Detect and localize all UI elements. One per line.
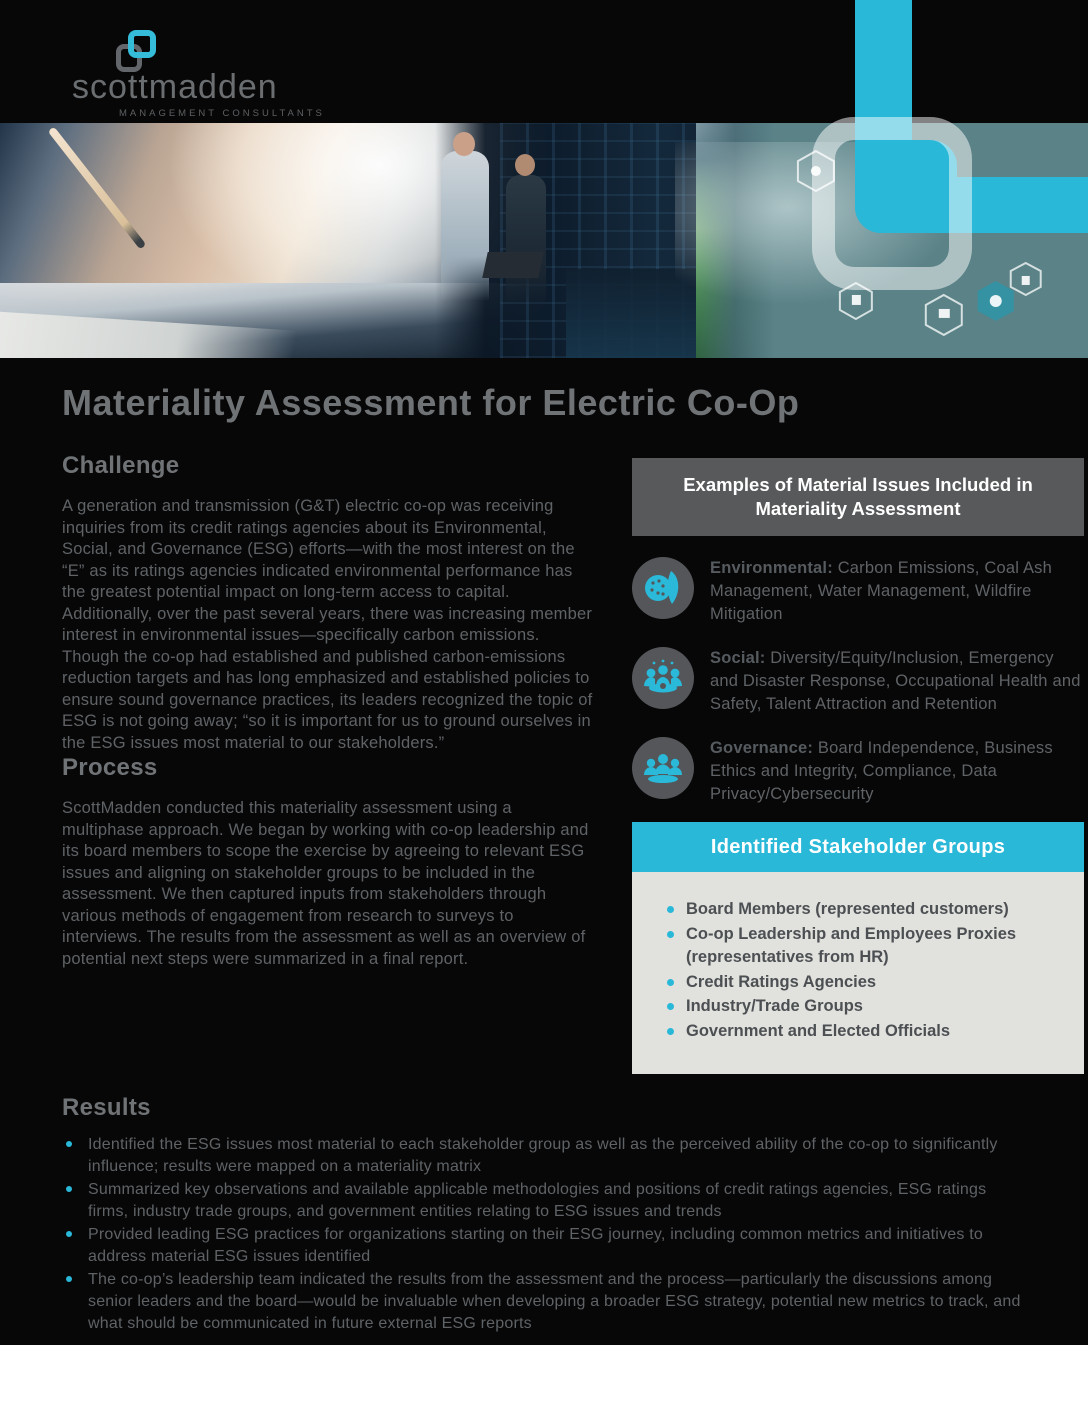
bullet-dot-icon (667, 931, 674, 938)
hero-person-head (515, 154, 535, 176)
stakeholder-item: Credit Ratings Agencies (664, 971, 1064, 995)
bullet-dot-icon (667, 1003, 674, 1010)
material-issue-row-social (632, 647, 1084, 716)
results-list (62, 1134, 1022, 1335)
process-heading: Process (62, 754, 158, 781)
logo-tagline: MANAGEMENT CONSULTANTS (119, 108, 325, 119)
environmental-icon (632, 557, 694, 619)
stakeholder-item: Co-op Leadership and Employees Proxies (representatives from HR) (664, 923, 1064, 970)
stakeholder-groups-box (632, 872, 1084, 1074)
challenge-heading: Challenge (62, 452, 180, 479)
process-body: ScottMadden conducted this materiality assessment using a multiphase approach. We began by working with co-op leadership and its board members to scope the exercise by agreeing to relevant ESG issues and aligning on stakeholder groups to be included in the assessment. We then captured inputs from stakeholders through various methods of engagement from research to surveys to interviews. The results from the assessment as well as an overview of potential next steps were summarized in a final report. (62, 799, 589, 968)
stakeholder-item: Industry/Trade Groups (664, 995, 1064, 1019)
results-section (62, 1094, 1022, 1335)
material-issue-text: Social: Diversity/Equity/Inclusion, Emergency and Disaster Response, Occupational Health and Safety, Talent Attraction and Retention (710, 649, 1081, 713)
bullet-dot-icon (66, 1141, 72, 1147)
bullet-dot-icon (66, 1231, 72, 1237)
logo-squares-icon (72, 26, 272, 72)
main-content (0, 358, 1088, 1336)
bullet-dot-icon (667, 1028, 674, 1035)
right-column (632, 452, 1084, 1074)
material-issue-text: Governance: Board Independence, Business Ethics and Integrity, Compliance, Data Privacy/Cybersecurity (710, 739, 1053, 803)
hero-person-head (453, 132, 475, 156)
social-icon (632, 647, 694, 709)
page-title: Materiality Assessment for Electric Co-Op (62, 382, 800, 423)
stakeholder-item: Board Members (represented customers) (664, 898, 1064, 922)
logo-wordmark: scottmadden (72, 68, 278, 106)
results-item: Identified the ESG issues most material to each stakeholder group as well as the perceived ability of the co-op to significantly influence; results were mapped on a materiality matrix (62, 1134, 1022, 1178)
white-rounded-square-outline (812, 117, 972, 290)
results-item: Summarized key observations and available applicable methodologies and positions of credit ratings agencies, ESG ratings firms, industry trade groups, and government entities relating to ESG issues and trends (62, 1179, 1022, 1223)
results-item: The co-op’s leadership team indicated the results from the assessment and the process—particularly the discussions among senior leaders and the board—would be invaluable when developing a broader ESG strategy, potential new metrics to track, and what should be communicated in future external ESG reports (62, 1269, 1022, 1335)
stakeholder-groups-header: Identified Stakeholder Groups (632, 822, 1084, 872)
challenge-body: A generation and transmission (G&T) electric co-op was receiving inquiries from its credit ratings agencies about its Environmental, Social, and Governance (ESG) efforts—with the most interest on the “E” as its ratings agencies indicated environmental performance has the greatest potential impact on long-term access to capital. Additionally, over the past several years, there was increasing member interest in environmental issues—specifically carbon emissions. Though the co-op had established and published carbon-emissions reduction targets and has long emphasized and established policies to ensure sound governance practices, its leaders recognized the topic of ESG is not going away; “so it is important for us to ground ourselves in the ESG issues most material to our stakeholders.” (62, 497, 593, 752)
material-issue-row-governance (632, 737, 1084, 806)
hero-laptop (482, 252, 544, 278)
scottmadden-logo (72, 26, 325, 119)
bullet-dot-icon (66, 1186, 72, 1192)
bullet-dot-icon (667, 979, 674, 986)
hero-person-silhouette (506, 175, 546, 305)
page-bottom-margin (0, 1345, 1088, 1408)
bullet-dot-icon (667, 906, 674, 913)
stakeholder-list (664, 898, 1064, 1043)
two-column-layout (62, 452, 1088, 1074)
material-issues-header: Examples of Material Issues Included in Materiality Assessment (632, 458, 1084, 536)
stakeholder-item: Government and Elected Officials (664, 1020, 1064, 1044)
hero-person-silhouette (441, 151, 489, 301)
results-item: Provided leading ESG practices for organizations starting on their ESG journey, including common metrics and initiatives to address material ESG issues identified (62, 1224, 1022, 1268)
bullet-dot-icon (66, 1276, 72, 1282)
material-issue-text: Environmental: Carbon Emissions, Coal Ash Management, Water Management, Wildfire Mitigation (710, 559, 1052, 623)
results-heading: Results (62, 1094, 151, 1121)
left-column (62, 452, 596, 970)
logo-teal-square-icon (128, 30, 156, 58)
governance-icon (632, 737, 694, 799)
material-issue-row-environmental (632, 557, 1084, 626)
